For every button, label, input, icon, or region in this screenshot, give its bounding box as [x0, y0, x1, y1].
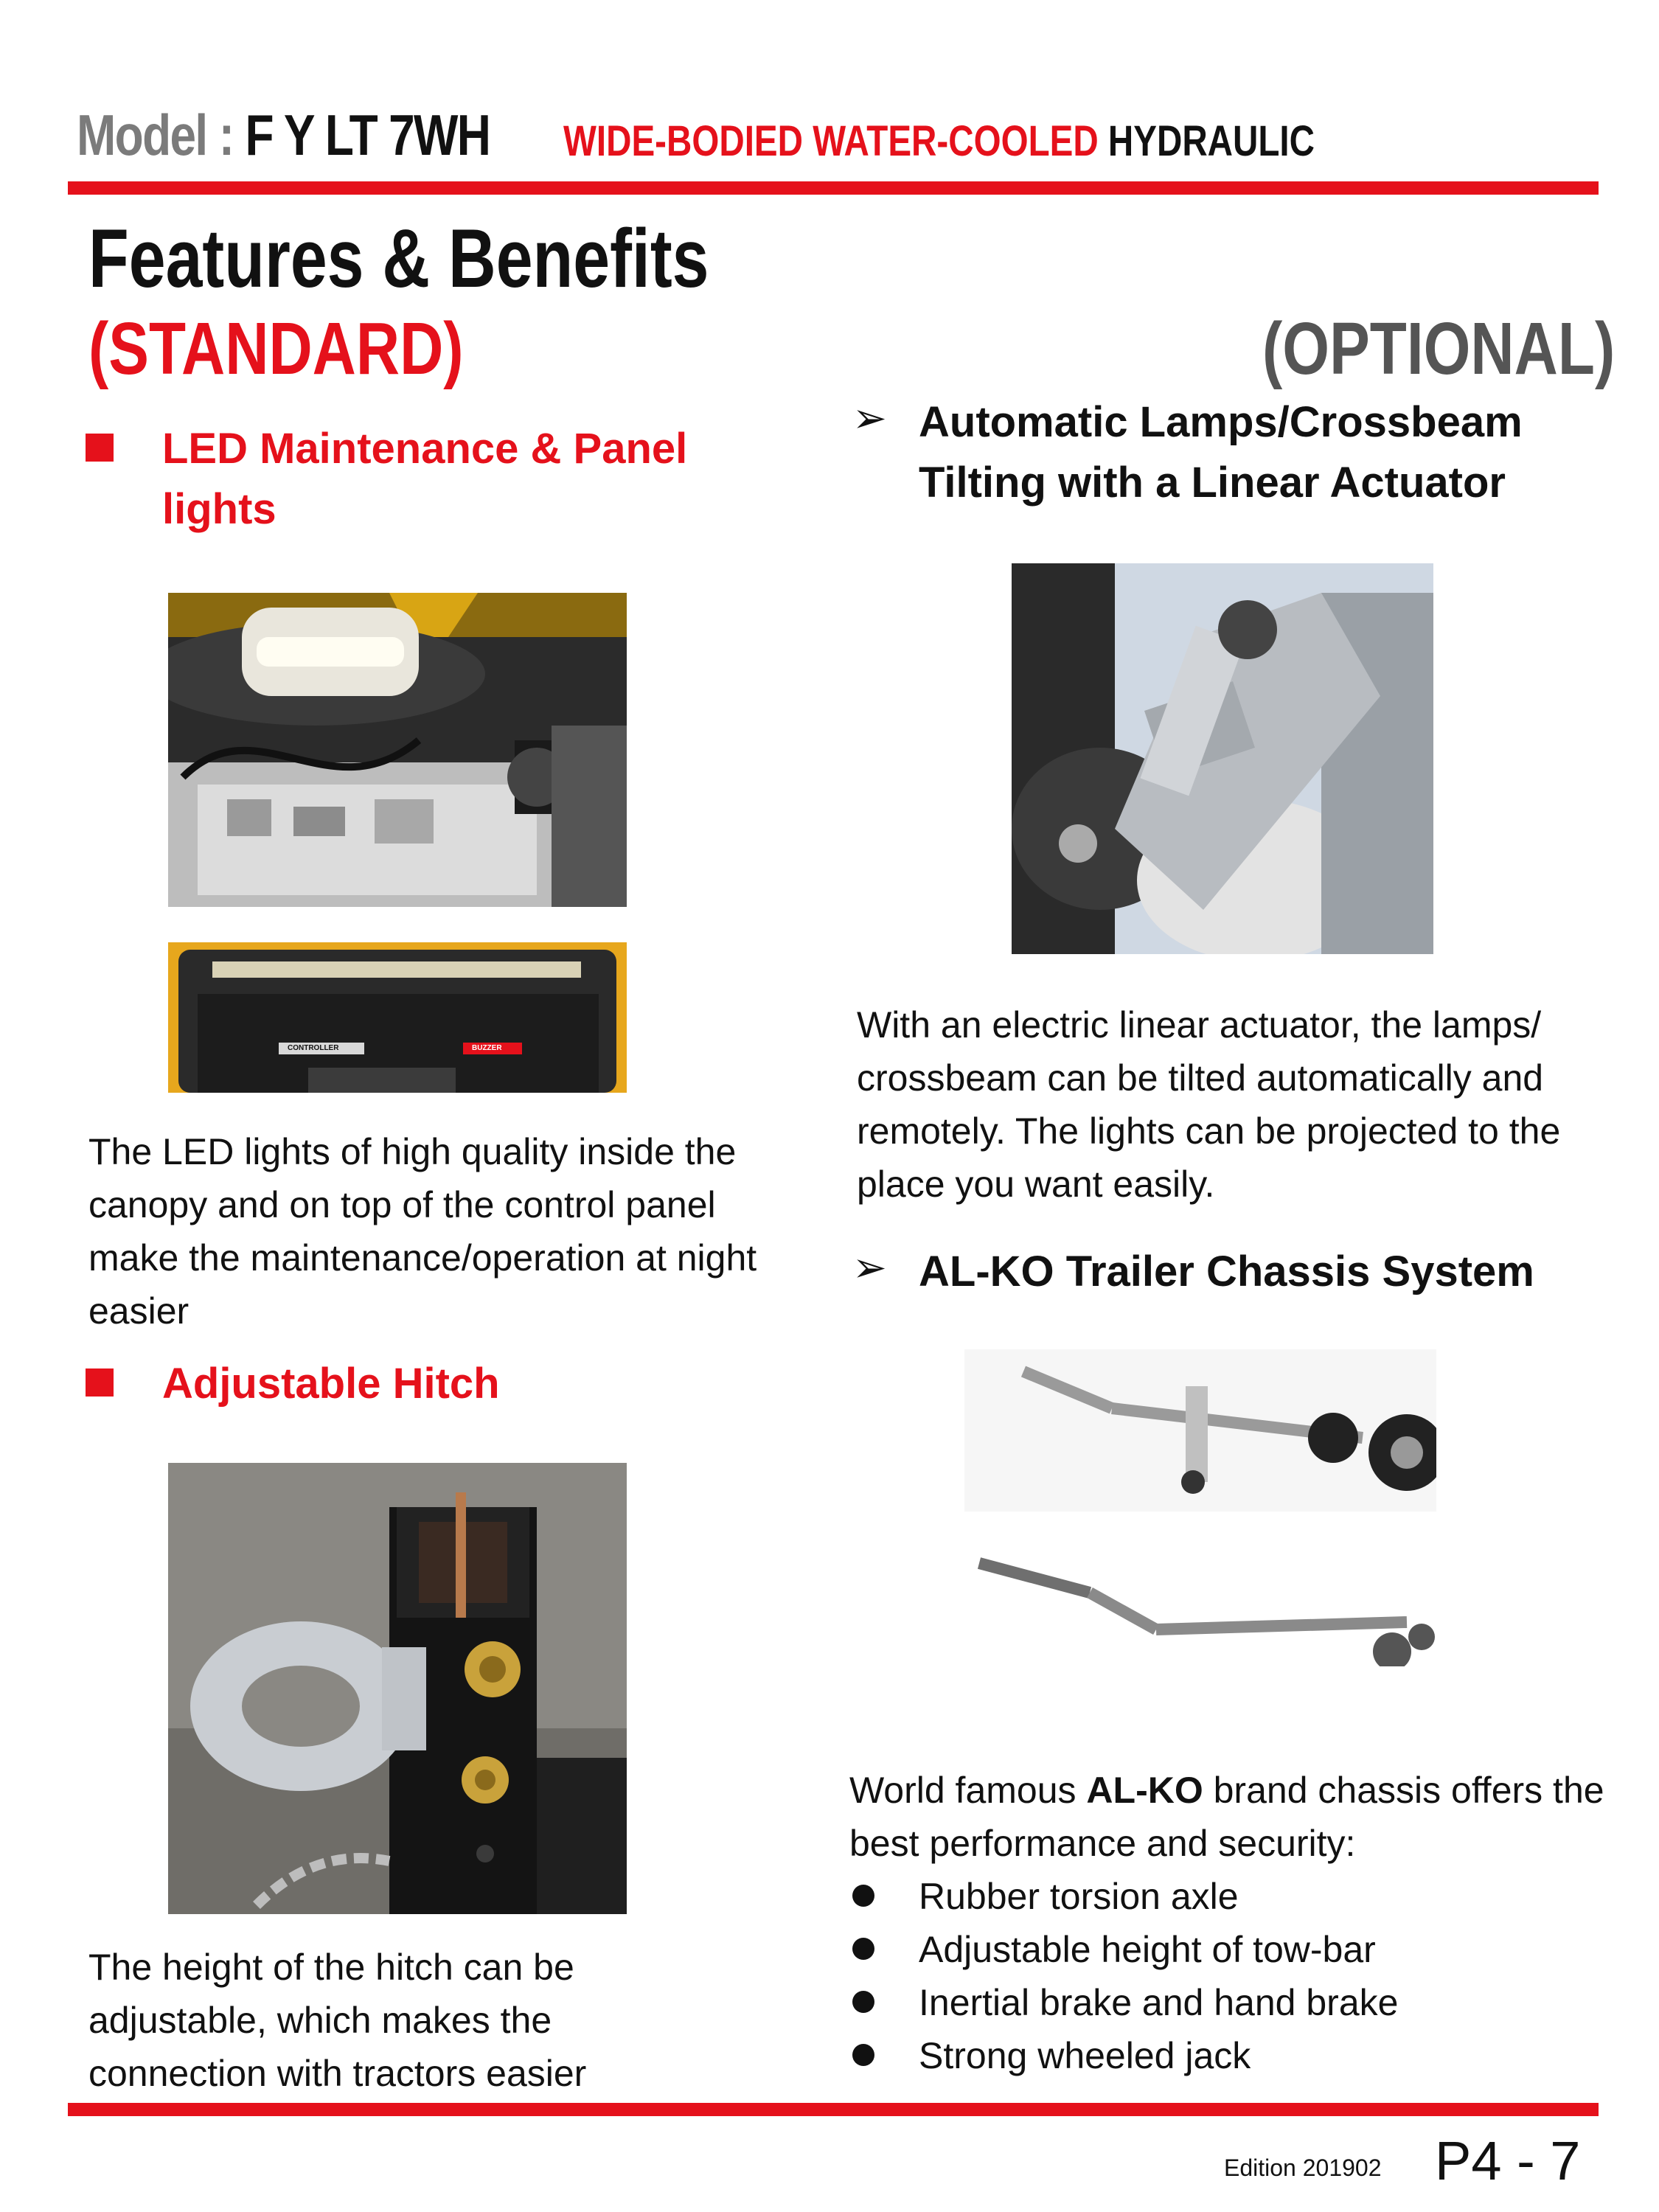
led-heading: LED Maintenance & Panel lights [162, 425, 688, 533]
panel-label-controller: CONTROLLER [288, 1044, 339, 1052]
model-prefix: Model : [77, 102, 246, 167]
optional-label: (OPTIONAL) [1262, 307, 1615, 390]
alko-feature-list [849, 1870, 1631, 2082]
list-item [849, 1923, 1631, 1976]
page-number: P4 - 7 [1435, 2130, 1581, 2191]
arrow-bullet-icon: ➢ [852, 394, 887, 441]
feature-text: Inertial brake and hand brake [919, 1982, 1399, 2023]
bullet-dot-icon [852, 1991, 874, 2013]
bullet-square-icon [86, 434, 114, 462]
top-divider [68, 181, 1599, 195]
standard-label: (STANDARD) [88, 307, 464, 390]
bottom-divider [68, 2103, 1599, 2116]
feature-text: Rubber torsion axle [919, 1876, 1239, 1917]
panel-label-buzzer: BUZZER [472, 1044, 502, 1052]
actuator-heading-line1: Automatic Lamps/Crossbeam [919, 398, 1523, 446]
led-canopy-photo [168, 593, 627, 907]
control-panel-photo [168, 942, 627, 1093]
actuator-heading-line2: Tilting with a Linear Actuator [919, 459, 1506, 507]
feature-text: Strong wheeled jack [919, 2035, 1251, 2076]
hitch-photo [168, 1463, 627, 1914]
alko-intro-prefix: World famous [849, 1770, 1087, 1811]
actuator-description: With an electric linear actuator, the lamps/ crossbeam can be tilted automatically and remotely. The lights can be projected to the place you want easily. [857, 1004, 1561, 1205]
list-item [849, 2029, 1631, 2082]
bullet-dot-icon [852, 2044, 874, 2066]
subtitle-red: WIDE-BODIED WATER-COOLED [563, 117, 1099, 165]
alko-intro [849, 1764, 1631, 1870]
model-line [77, 102, 490, 169]
list-item [849, 1976, 1631, 2029]
hitch-description: The height of the hitch can be adjustable, which makes the connection with tractors easier [88, 1947, 587, 2094]
model-subtitle [563, 116, 1315, 166]
actuator-photo [1012, 563, 1433, 954]
model-value: F Y LT 7WH [245, 102, 490, 167]
bullet-dot-icon [852, 1885, 874, 1907]
arrow-bullet-icon: ➢ [852, 1244, 887, 1290]
page-title: Features & Benefits [88, 212, 709, 305]
edition-label: Edition 201902 [1224, 2154, 1382, 2181]
alko-intro-suffix: brand chassis offers the best performance and security: [849, 1770, 1604, 1864]
led-description: The LED lights of high quality inside the canopy and on top of the control panel make the maintenance/operation at night easier [88, 1131, 757, 1332]
bullet-square-icon [86, 1368, 114, 1397]
list-item [849, 1870, 1631, 1923]
subtitle-black: HYDRAULIC [1107, 117, 1315, 165]
alko-heading: AL-KO Trailer Chassis System [919, 1248, 1534, 1295]
hitch-heading: Adjustable Hitch [162, 1360, 500, 1408]
alko-brand: AL-KO [1086, 1770, 1203, 1811]
alko-chassis-photo [964, 1349, 1436, 1666]
feature-text: Adjustable height of tow-bar [919, 1929, 1376, 1970]
bullet-dot-icon [852, 1938, 874, 1960]
